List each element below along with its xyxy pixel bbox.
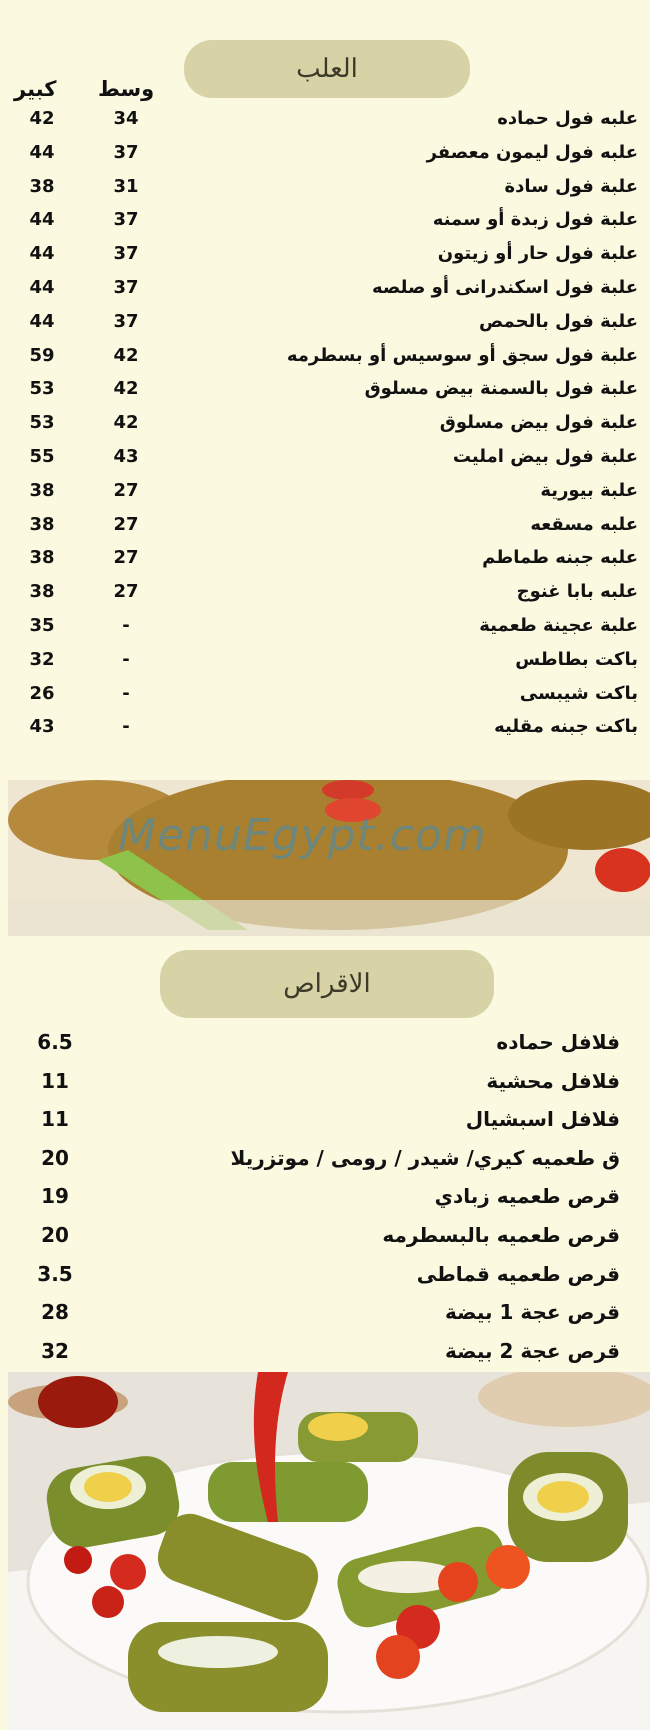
- menu-row: [0, 1294, 650, 1332]
- item-name: علبة فول بيض امليت: [452, 446, 638, 467]
- item-name: علبة فول بيض مسلوق: [439, 412, 638, 434]
- price-large: 44: [29, 209, 55, 231]
- price-large: 38: [29, 581, 55, 603]
- price-medium: 27: [113, 513, 139, 535]
- item-name: فلافل محشية: [486, 1068, 620, 1093]
- price-medium: 42: [113, 412, 139, 434]
- price-large: 32: [29, 648, 55, 670]
- menu-row: [0, 510, 650, 544]
- price-large: 38: [29, 175, 55, 197]
- menu-row: [0, 543, 650, 577]
- item-name: باكت جبنه مقليه: [494, 716, 638, 738]
- price-large: 35: [29, 615, 55, 636]
- menu-row: [0, 1256, 650, 1294]
- item-name: قرص طعميه زبادي: [434, 1184, 620, 1209]
- menu-row: [0, 577, 650, 611]
- item-name: فلافل حماده: [496, 1030, 620, 1054]
- section-title-banner: [184, 40, 470, 98]
- menu-row: [0, 1140, 650, 1178]
- price-medium: 37: [113, 277, 139, 298]
- price-medium: 37: [113, 141, 139, 163]
- section-title-banner: [160, 950, 494, 1018]
- menu-row: [0, 172, 650, 206]
- item-name: علبة فول سادة: [504, 175, 638, 197]
- menu-row: [0, 1024, 650, 1062]
- menu-row: [0, 712, 650, 746]
- menu-row: [0, 307, 650, 341]
- falafel-photo: [8, 780, 650, 936]
- item-name: ق طعميه كيري/ شيدر / رومى / موتزريلا: [230, 1145, 620, 1170]
- item-price: 20: [41, 1145, 69, 1170]
- column-header-large: كبير: [14, 77, 57, 101]
- item-name: علبه مسقعه: [530, 513, 638, 535]
- price-large: 26: [29, 682, 55, 704]
- item-name: باكت شيبسى: [519, 682, 638, 704]
- menu-row: [0, 1101, 650, 1139]
- item-price: 11: [41, 1068, 69, 1093]
- item-name: علبة فول اسكندرانى أو صلصه: [371, 277, 638, 298]
- price-large: 44: [29, 141, 55, 163]
- item-price: 3.5: [37, 1261, 73, 1286]
- item-name: علبة بيورية: [540, 479, 638, 501]
- price-large: 44: [29, 310, 55, 332]
- price-medium: 37: [113, 243, 139, 265]
- price-medium: 42: [113, 344, 139, 366]
- watermark-text: MenuEgypt.com: [118, 810, 487, 861]
- price-large: 42: [29, 108, 55, 129]
- item-price: 32: [41, 1338, 69, 1363]
- price-medium: 27: [113, 479, 139, 501]
- price-medium: 37: [113, 310, 139, 332]
- price-medium: 42: [113, 378, 139, 400]
- item-name: علبة فول سجق أو سوسيس أو بسطرمه: [286, 344, 638, 366]
- item-price: 28: [41, 1300, 69, 1325]
- price-medium: -: [122, 615, 130, 636]
- price-large: 38: [29, 547, 55, 569]
- menu-row: [0, 239, 650, 273]
- item-name: علبة فول بالسمنة بيض مسلوق: [364, 378, 638, 400]
- eggs-kofta-photo: [8, 1372, 650, 1730]
- price-large: 44: [29, 243, 55, 265]
- item-name: علبه بابا غنوج: [516, 581, 638, 603]
- price-medium: 34: [113, 108, 139, 129]
- price-large: 53: [29, 412, 55, 434]
- menu-row: [0, 138, 650, 172]
- menu-row: [0, 1333, 650, 1371]
- item-name: فلافل اسبشيال: [465, 1107, 620, 1132]
- item-price: 6.5: [37, 1030, 73, 1054]
- menu-row: [0, 611, 650, 645]
- egg-falafel-image: [8, 1372, 650, 1730]
- item-name: قرص طعميه قماطى: [416, 1261, 620, 1286]
- price-medium: 37: [113, 209, 139, 231]
- section-title: الاقراص: [283, 969, 371, 999]
- price-medium: 27: [113, 547, 139, 569]
- menu-row: [0, 1178, 650, 1216]
- item-name: باكت بطاطس: [515, 648, 638, 670]
- price-large: 55: [29, 446, 55, 467]
- menu-row: [0, 1063, 650, 1101]
- menu-row: [0, 645, 650, 679]
- item-name: قرص طعميه بالبسطرمه: [382, 1223, 620, 1247]
- item-price: 19: [41, 1184, 69, 1209]
- item-name: علبة فول بالحمص: [478, 310, 638, 332]
- menu-row: [0, 408, 650, 442]
- menu-row: [0, 442, 650, 476]
- section-title: العلب: [296, 54, 358, 84]
- price-medium: -: [122, 682, 130, 704]
- price-medium: 43: [113, 446, 139, 467]
- item-name: علبة فول حار أو زيتون: [437, 243, 638, 265]
- menu-row: [0, 679, 650, 713]
- item-name: علبة فول زبدة أو سمنه: [432, 209, 638, 231]
- menu-row: [0, 104, 650, 138]
- price-large: 38: [29, 513, 55, 535]
- menu-row: [0, 205, 650, 239]
- price-medium: -: [122, 648, 130, 670]
- item-price: 11: [41, 1107, 69, 1132]
- price-medium: 27: [113, 581, 139, 603]
- price-medium: 31: [113, 175, 139, 197]
- menu-row: [0, 476, 650, 510]
- item-name: علبه جبنه طماطم: [482, 547, 638, 569]
- item-name: قرص عجة 2 بيضة: [445, 1338, 620, 1363]
- price-large: 44: [29, 277, 55, 298]
- menu-row: [0, 374, 650, 408]
- price-large: 53: [29, 378, 55, 400]
- price-large: 59: [29, 344, 55, 366]
- menu-row: [0, 341, 650, 375]
- item-name: علبه فول ليمون معصفر: [426, 141, 638, 163]
- price-medium: -: [122, 716, 130, 738]
- item-price: 20: [41, 1223, 69, 1247]
- price-large: 43: [29, 716, 55, 738]
- price-large: 38: [29, 479, 55, 501]
- item-name: قرص عجة 1 بيضة: [445, 1300, 620, 1325]
- menu-row: [0, 273, 650, 307]
- column-header-medium: وسط: [98, 77, 155, 101]
- menu-row: [0, 1217, 650, 1255]
- item-name: علبه فول حماده: [497, 108, 638, 129]
- item-name: علبة عجينة طعمية: [479, 615, 638, 636]
